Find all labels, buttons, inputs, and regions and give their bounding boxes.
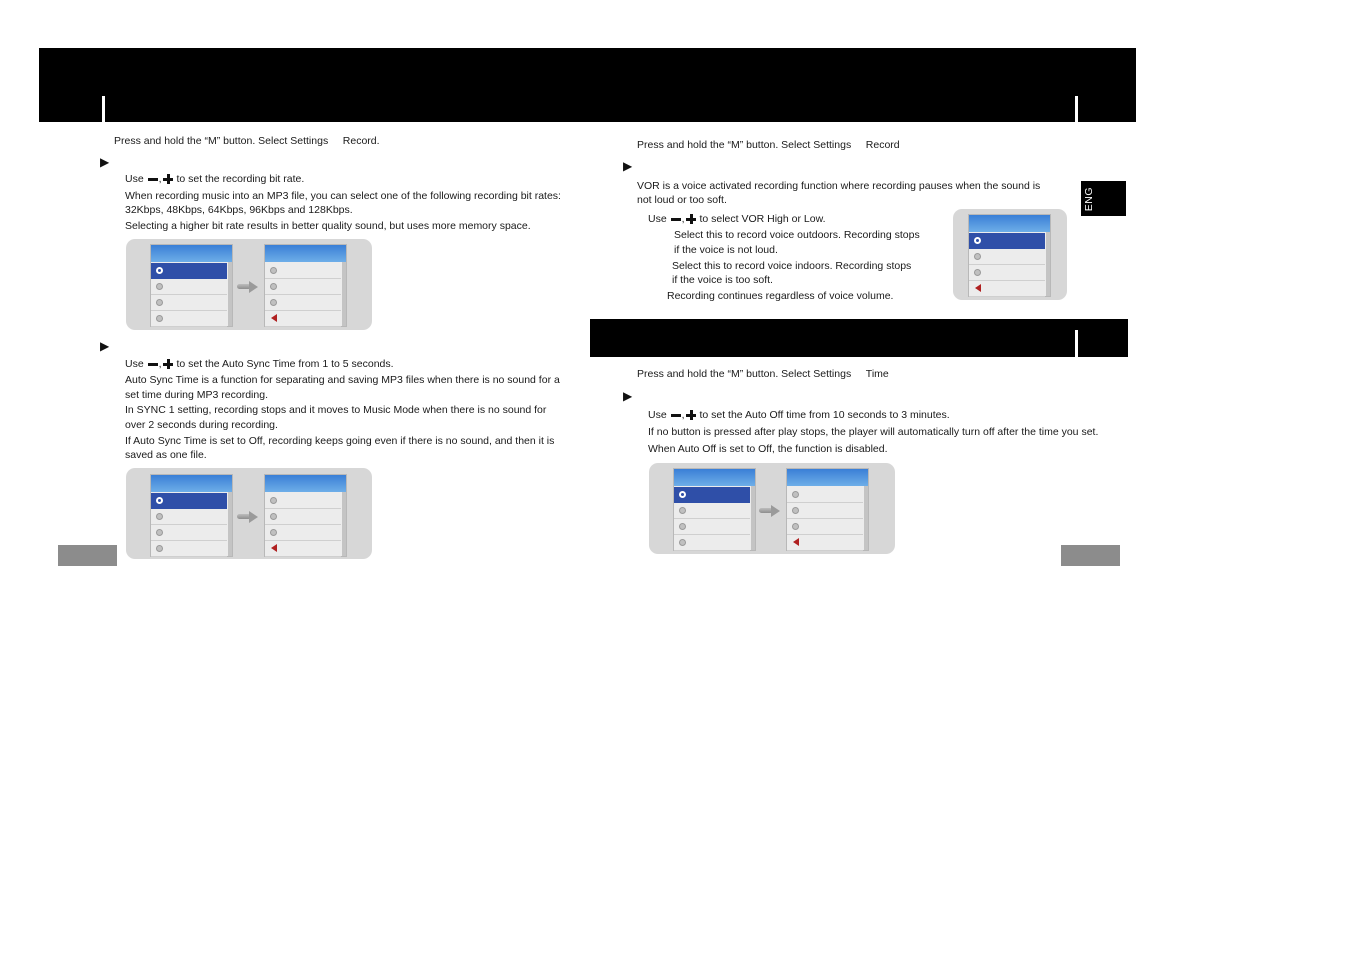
menu-row-selected	[151, 263, 227, 279]
right-header-bar	[590, 48, 1136, 122]
menu-row	[787, 487, 863, 503]
radio-icon	[270, 529, 277, 536]
language-tab	[1081, 181, 1126, 216]
bitrate-use-post: to set the recording bit rate.	[176, 173, 305, 185]
left-step-instruction	[114, 134, 380, 148]
radio-icon	[156, 283, 163, 290]
plus-icon	[163, 174, 173, 184]
radio-icon	[792, 507, 799, 514]
screen-header	[674, 469, 755, 486]
bitrate-illustration	[126, 239, 372, 330]
menu-row	[787, 503, 863, 519]
menu-row	[151, 525, 227, 541]
triangle-bullet-icon: ▶	[100, 155, 110, 169]
scrollbar	[1046, 232, 1050, 296]
radio-icon	[792, 523, 799, 530]
time-section-divider	[1075, 330, 1078, 357]
autosync-line3: In SYNC 1 setting, recording stops and it moves to Music Mode when there is no sound for	[125, 404, 547, 416]
autosync-use-pre: Use	[125, 358, 144, 370]
scrollbar	[342, 492, 346, 556]
radio-icon	[974, 269, 981, 276]
back-arrow-icon	[271, 544, 277, 552]
bitrate-use-pre: Use	[125, 173, 144, 185]
radio-icon	[156, 267, 163, 274]
radio-icon	[156, 545, 163, 552]
menu-row	[265, 541, 341, 557]
radio-icon	[270, 497, 277, 504]
left-page-tab	[58, 545, 117, 566]
menu-row	[787, 519, 863, 535]
time-step-intro: Press and hold the “M” button. Select Settings	[637, 368, 852, 380]
autosync-line4: over 2 seconds during recording.	[125, 419, 278, 431]
vor-screen	[968, 214, 1051, 297]
plus-icon	[686, 410, 696, 420]
menu-row	[151, 279, 227, 295]
left-header-bar	[39, 48, 591, 122]
scrollbar	[751, 486, 755, 550]
right-page-tab	[1061, 545, 1120, 566]
autosync-use-line: Use , to set the Auto Sync Time from 1 to 5 seconds.	[125, 358, 394, 370]
screen-header	[265, 245, 346, 262]
menu-row	[265, 525, 341, 541]
screen-header	[265, 475, 346, 492]
autooff-screen-before	[673, 468, 756, 551]
scrollbar	[228, 262, 232, 326]
autosync-line6: saved as one file.	[125, 449, 207, 461]
menu-row-selected	[969, 233, 1045, 249]
vor-step-instruction	[637, 138, 900, 152]
radio-icon	[270, 299, 277, 306]
radio-icon	[270, 283, 277, 290]
autosync-line1: Auto Sync Time is a function for separating and saving MP3 files when there is no sound for a	[125, 374, 560, 386]
screen-header	[969, 215, 1050, 232]
menu-row	[265, 311, 341, 327]
left-step-dest: Record.	[342, 135, 380, 147]
menu-row	[969, 265, 1045, 281]
bitrate-screen-after	[264, 244, 347, 327]
menu-row	[787, 535, 863, 551]
time-step-instruction	[637, 367, 889, 381]
autosync-line2: set time during MP3 recording.	[125, 389, 268, 401]
menu-row	[265, 493, 341, 509]
autosync-use-post: to set the Auto Sync Time from 1 to 5 seconds.	[176, 358, 394, 370]
vor-use-line: Use , to select VOR High or Low.	[648, 213, 826, 225]
bitrate-line2: 32Kbps, 48Kbps, 64Kbps, 96Kbps and 128Kbps.	[125, 204, 353, 216]
vor-step-intro: Press and hold the “M” button. Select Settings	[637, 139, 852, 151]
vor-use-pre: Use	[648, 213, 667, 225]
autosync-illustration	[126, 468, 372, 559]
screen-header	[151, 475, 232, 492]
screen-header	[787, 469, 868, 486]
menu-row	[265, 509, 341, 525]
radio-icon	[974, 237, 981, 244]
scrollbar	[228, 492, 232, 556]
menu-row	[265, 263, 341, 279]
triangle-bullet-icon: ▶	[623, 159, 633, 173]
back-arrow-icon	[975, 284, 981, 292]
minus-icon	[671, 218, 681, 221]
minus-icon	[671, 414, 681, 417]
radio-icon	[679, 539, 686, 546]
menu-row	[265, 279, 341, 295]
menu-row	[969, 281, 1045, 297]
autooff-line1: If no button is pressed after play stops, the player will automatically turn off after the time you set.	[648, 426, 1099, 438]
radio-icon	[156, 497, 163, 504]
radio-icon	[270, 267, 277, 274]
vor-low-line1: Select this to record voice indoors. Recording stops	[672, 260, 912, 272]
bitrate-line3: Selecting a higher bit rate results in better quality sound, but uses more memory space.	[125, 220, 531, 232]
vor-high-line2: if the voice is not loud.	[674, 244, 778, 256]
menu-row	[151, 295, 227, 311]
autosync-line5: If Auto Sync Time is set to Off, recording keeps going even if there is no sound, and then it is	[125, 435, 555, 447]
plus-icon	[686, 214, 696, 224]
menu-row	[265, 295, 341, 311]
autooff-illustration	[649, 463, 895, 554]
radio-icon	[679, 523, 686, 530]
radio-icon	[156, 299, 163, 306]
radio-icon	[156, 315, 163, 322]
menu-row	[151, 541, 227, 557]
menu-row	[969, 249, 1045, 265]
language-tab-label: ENG	[1083, 187, 1095, 212]
right-arrow-icon	[237, 511, 259, 521]
left-header-divider	[102, 96, 105, 122]
radio-icon	[974, 253, 981, 260]
back-arrow-icon	[271, 314, 277, 322]
screen-header	[151, 245, 232, 262]
time-step-dest: Time	[865, 368, 889, 380]
autooff-use-post: to set the Auto Off time from 10 seconds to 3 minutes.	[699, 409, 950, 421]
radio-icon	[270, 513, 277, 520]
vor-off-line: Recording continues regardless of voice volume.	[667, 290, 894, 302]
minus-icon	[148, 363, 158, 366]
bitrate-line1: When recording music into an MP3 file, you can select one of the following recording bit rates:	[125, 190, 561, 202]
time-section-bar	[590, 319, 1128, 357]
vor-high-line1: Select this to record voice outdoors. Recording stops	[674, 229, 920, 241]
radio-icon	[156, 513, 163, 520]
vor-low-line2: if the voice is too soft.	[672, 274, 773, 286]
minus-icon	[148, 178, 158, 181]
radio-icon	[156, 529, 163, 536]
vor-use-post: to select VOR High or Low.	[699, 213, 826, 225]
menu-row-selected	[151, 493, 227, 509]
autosync-screen-before	[150, 474, 233, 557]
scrollbar	[864, 486, 868, 550]
scrollbar	[342, 262, 346, 326]
autooff-use-pre: Use	[648, 409, 667, 421]
menu-row	[674, 519, 750, 535]
menu-row	[674, 503, 750, 519]
triangle-bullet-icon: ▶	[623, 389, 633, 403]
vor-line2: not loud or too soft.	[637, 194, 727, 206]
vor-illustration	[953, 209, 1067, 300]
menu-row-selected	[674, 487, 750, 503]
radio-icon	[679, 491, 686, 498]
right-header-divider	[1075, 96, 1078, 122]
autooff-line2: When Auto Off is set to Off, the function is disabled.	[648, 443, 888, 455]
vor-line1: VOR is a voice activated recording function where recording pauses when the sound is	[637, 180, 1041, 192]
autooff-screen-after	[786, 468, 869, 551]
triangle-bullet-icon: ▶	[100, 339, 110, 353]
radio-icon	[792, 491, 799, 498]
back-arrow-icon	[793, 538, 799, 546]
plus-icon	[163, 359, 173, 369]
bitrate-screen-before	[150, 244, 233, 327]
left-step-intro: Press and hold the “M” button. Select Settings	[114, 135, 329, 147]
menu-row	[674, 535, 750, 551]
right-arrow-icon	[759, 505, 781, 515]
autosync-screen-after	[264, 474, 347, 557]
menu-row	[151, 311, 227, 327]
bitrate-use-line: Use , to set the recording bit rate.	[125, 173, 305, 185]
right-arrow-icon	[237, 281, 259, 291]
autooff-use-line: Use , to set the Auto Off time from 10 seconds to 3 minutes.	[648, 409, 950, 421]
radio-icon	[679, 507, 686, 514]
vor-step-dest: Record	[865, 139, 900, 151]
menu-row	[151, 509, 227, 525]
